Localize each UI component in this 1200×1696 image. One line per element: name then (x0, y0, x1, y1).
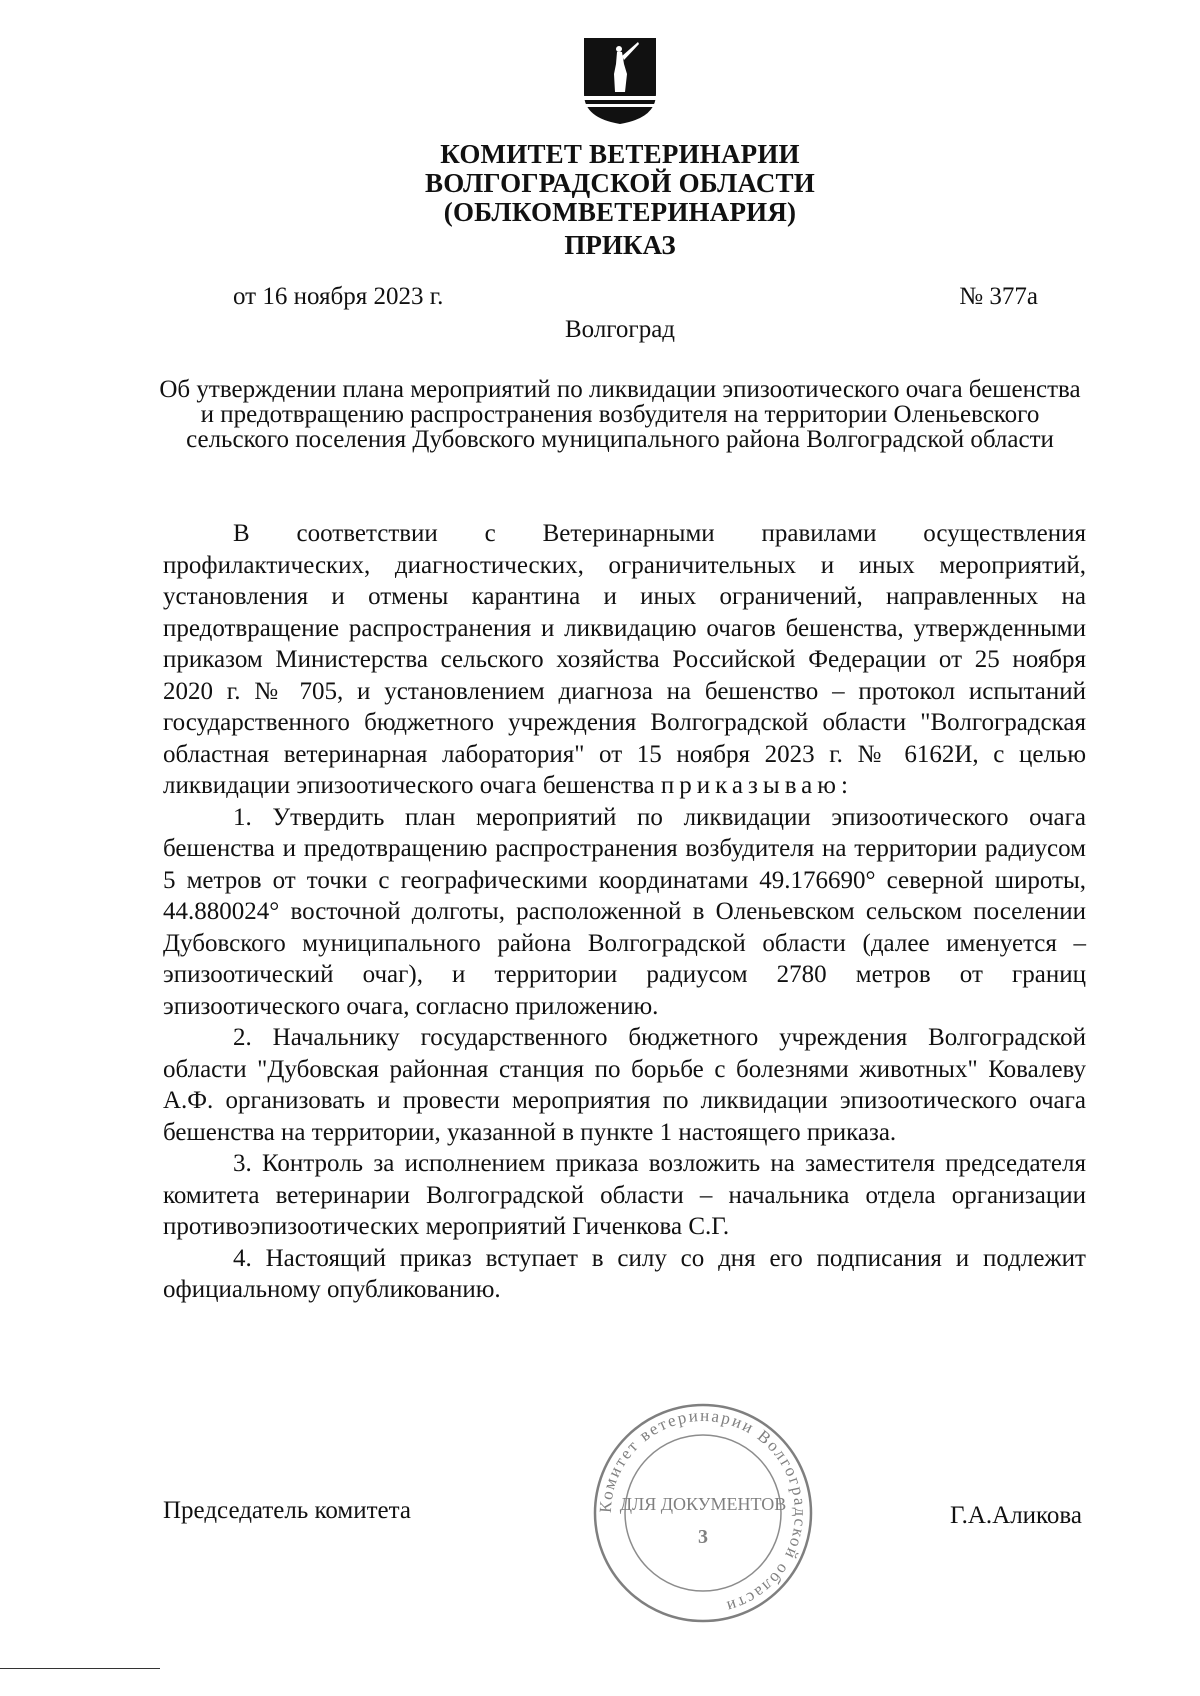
signer-name: Г.А.Аликова (949, 1502, 1082, 1529)
seal-center-text: ДЛЯ ДОКУМЕНТОВ (619, 1494, 787, 1514)
document-date: от 16 ноября 2023 г. (233, 283, 444, 310)
order-item-2: 2. Начальнику государственного бюджетного учреждения Волгоградской области "Дубовская районная станция по борьбе с болезнями животных" Ковалеву А.Ф. организовать и провести мероприятия по ликвидации эпизоотического очага бешенства на территории, указанной в пункте 1 настоящего приказа. (163, 1024, 1086, 1146)
signer-title: Председатель комитета (163, 1497, 411, 1524)
organization-header (0, 140, 1200, 227)
document-number: № 377а (959, 283, 1038, 310)
preamble-text: В соответствии с Ветеринарными правилами осуществления профилактических, диагностических, ограничительных и иных мероприятий, установления и отмены карантина и иных ограничений, направленных на предотвращение распространения и ликвидацию очагов бешенства, утвержденными приказом Министерства сельского хозяйства Российской Федерации от 25 ноября 2020 г. № 705, и установлением диагноза на бешенство – протокол испытаний государственного бюджетного учреждения Волгоградской области "Волгоградская областная ветеринарная лаборатория" от 15 ноября 2023 г. № 6162И, с целью ликвидации эпизоотического очага бешенства (163, 520, 1086, 799)
document-subject: Об утверждении плана мероприятий по ликвидации эпизоотического очага бешенства и предотвращению распространения возбудителя на территории Оленьевского сельского поселения Дубовского муниципального района Волгоградской области (159, 376, 1081, 453)
header-line-3: (ОБЛКОМВЕТЕРИНАРИЯ) (443, 197, 797, 227)
document-body (163, 518, 1086, 1306)
header-line-2: ВОЛГОГРАДСКОЙ ОБЛАСТИ (425, 168, 815, 198)
document-city: Волгоград (564, 316, 676, 343)
official-seal (588, 1398, 818, 1628)
header-line-1: КОМИТЕТ ВЕТЕРИНАРИИ (440, 139, 800, 169)
order-item-3: 3. Контроль за исполнением приказа возложить на заместителя председателя комитета ветеринарии Волгоградской области – начальника отдела организации противоэпизоотических мероприятий Гиченкова С.Г. (163, 1150, 1086, 1240)
seal-ring-text: Комитет ветеринарии Волгоградской области (595, 1405, 811, 1618)
orders-word: приказываю: (660, 772, 853, 799)
preamble-paragraph (163, 518, 1086, 802)
order-item-4: 4. Настоящий приказ вступает в силу со дня его подписания и подлежит официальному опубликованию. (163, 1244, 1086, 1303)
order-item-1: 1. Утвердить план мероприятий по ликвидации эпизоотического очага бешенства и предотвращению распространения возбудителя на территории радиусом 5 метров от точки с географическими координатами 49.176690° северной широты, 44.880024° восточной долготы, расположенной в Оленьевском сельском поселении Дубовского муниципального района Волгоградской области (далее именуется – эпизоотический очаг), и территории радиусом 2780 метров от границ эпизоотического очага, согласно приложению. (163, 803, 1086, 1020)
footer-divider (0, 1668, 160, 1669)
coat-of-arms-icon (580, 34, 660, 126)
seal-number: 3 (698, 1526, 708, 1548)
document-type: ПРИКАЗ (564, 230, 676, 260)
